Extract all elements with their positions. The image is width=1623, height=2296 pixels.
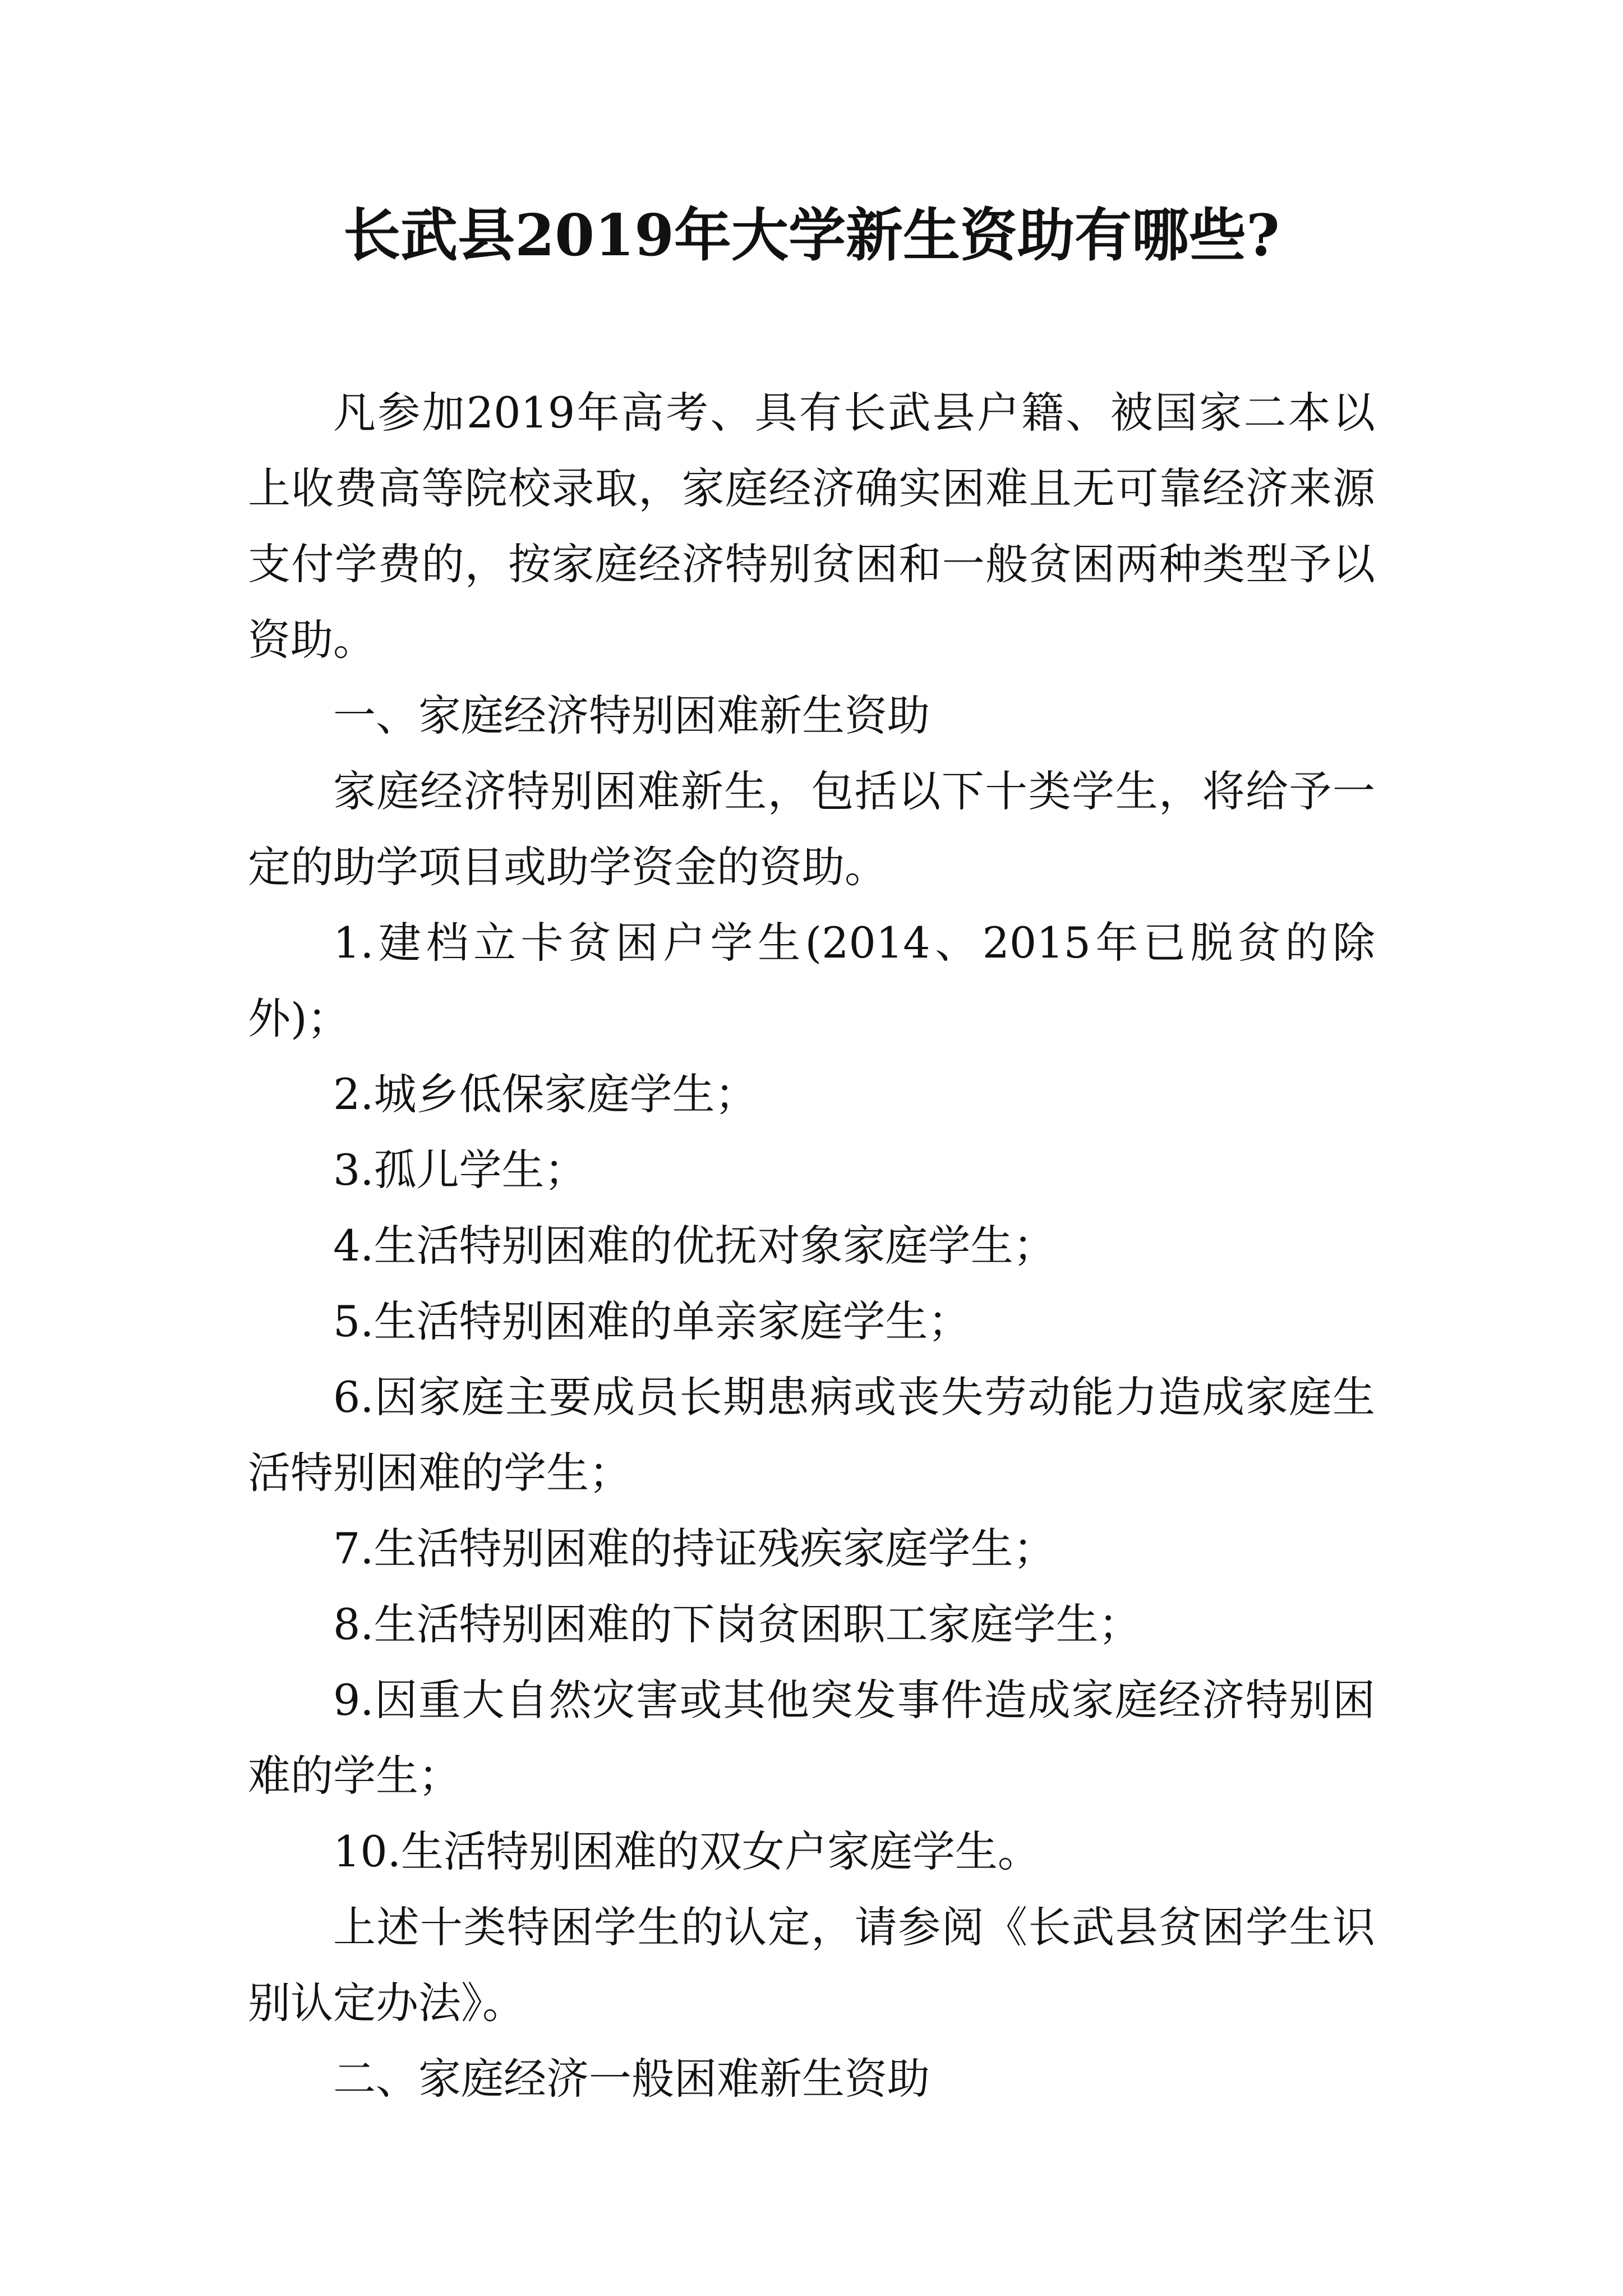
list-item: 7.生活特别困难的持证残疾家庭学生； [333,1524,1056,1573]
section-1-note: 上述十类特困学生的认定，请参阅《长武县贫困学生识别认定办法》。 [248,1902,1375,2028]
list-item: 4.生活特别困难的优抚对象家庭学生； [333,1221,1056,1271]
intro-paragraph: 凡参加2019年高考、具有长武县户籍、被国家二本以上收费高等院校录取，家庭经济确实困难且无可靠经济来源支付学费的，按家庭经济特别贫困和一般贫困两种类型予以资助。 [248,388,1375,665]
section-2-heading: 二、家庭经济一般困难新生资助 [333,2054,930,2104]
list-item: 9.因重大自然灾害或其他突发事件造成家庭经济特别困难的学生； [248,1675,1375,1801]
section-1-heading: 一、家庭经济特别困难新生资助 [333,691,930,740]
section-1-intro: 家庭经济特别困难新生，包括以下十类学生，将给予一定的助学项目或助学资金的资助。 [248,766,1375,892]
list-item: 8.生活特别困难的下岗贫困职工家庭学生； [333,1599,1141,1649]
list-item: 6.因家庭主要成员长期患病或丧失劳动能力造成家庭生活特别困难的学生； [248,1372,1375,1498]
list-item: 1.建档立卡贫困户学生(2014、2015年已脱贫的除外)； [248,918,1375,1043]
eligibility-list [248,905,1375,1889]
list-item: 3.孤儿学生； [333,1145,587,1195]
document-title: 长武县2019年大学新生资助有哪些? [343,202,1280,269]
document-body [248,375,1375,2116]
list-item: 5.生活特别困难的单亲家庭学生； [333,1296,971,1346]
list-item: 10.生活特别困难的双女户家庭学生。 [333,1826,1040,1876]
list-item: 2.城乡低保家庭学生； [333,1069,758,1119]
